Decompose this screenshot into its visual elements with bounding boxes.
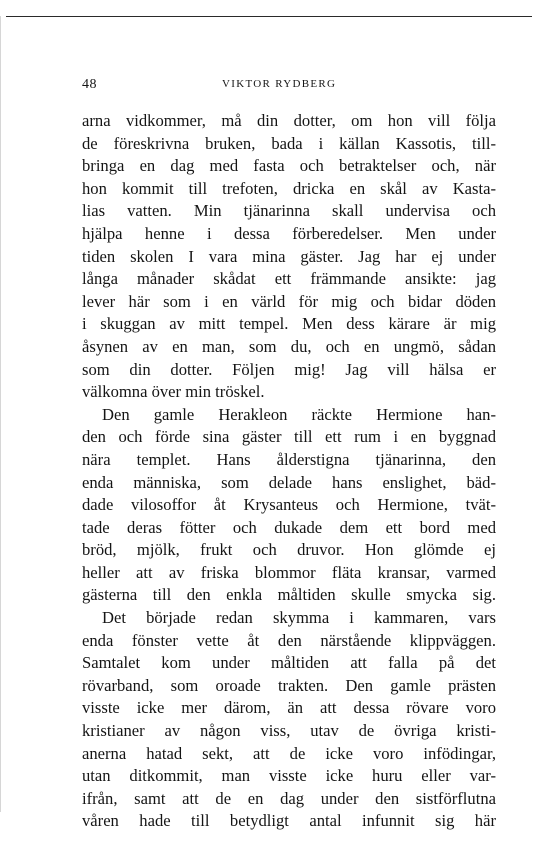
paragraph-start-line: Den gamle Herakleon räckte Hermione han- <box>102 404 496 424</box>
text-line: i skuggan av mitt tempel. Men dess kärare är mig <box>82 314 496 334</box>
text-line: Samtalet kom under måltiden att falla på det <box>82 653 496 673</box>
text-line: våren hade till betydligt antal infunnit sig här <box>82 811 496 831</box>
text-line: ifrån, samt att de en dag under den sistförflutna <box>82 788 496 808</box>
text-line: lever här som i en värld för mig och bidar döden <box>82 291 496 311</box>
text-line: hjälpa henne i dessa förberedelser. Men under <box>82 223 496 243</box>
text-line: nära templet. Hans ålderstigna tjänarinna, den <box>82 449 496 469</box>
text-line: lias vatten. Min tjänarinna skall undervisa och <box>82 201 496 221</box>
text-line: den och förde sina gäster till ett rum i en byggnad <box>82 427 496 447</box>
text-line: bringa en dag med fasta och betraktelser och, när <box>82 156 496 176</box>
text-line: hon kommit till trefoten, dricka en skål av Kasta- <box>82 178 496 198</box>
text-line: tiden skolen I vara mina gäster. Jag har ej under <box>82 246 496 266</box>
text-line: som din dotter. Följen mig! Jag vill hälsa er <box>82 359 496 379</box>
text-line: åsynen av en man, som du, och en ungmö, sådan <box>82 336 496 356</box>
page-header <box>82 77 496 99</box>
paragraph-start-line: Det började redan skymma i kammaren, vars <box>102 608 496 628</box>
text-line: enda människa, som delade hans enslighet, bäd- <box>82 472 496 492</box>
text-line: visste icke mer därom, än att dessa rövare voro <box>82 698 496 718</box>
page-number: 48 <box>82 77 97 92</box>
body-text <box>82 110 496 833</box>
text-line: arna vidkommer, må din dotter, om hon vill följa <box>82 111 496 130</box>
text-line: kristianer av någon viss, utav de övriga kristi- <box>82 721 496 741</box>
text-line: tade deras fötter och dukade dem ett bord med <box>82 517 496 537</box>
text-line: dade vilosoffor åt Krysanteus och Hermione, tvät- <box>82 495 496 515</box>
text-line: anerna hatad sekt, att de icke voro infödingar, <box>82 743 496 763</box>
paragraph-end-line: gästerna till den enkla måltiden skulle smycka sig. <box>82 585 496 605</box>
paragraph-end-line: välkomna över min tröskel. <box>82 382 265 402</box>
text-line: heller att av friska blommor fläta kransar, varmed <box>82 562 496 582</box>
text-line: rövarband, som oroade trakten. Den gamle prästen <box>82 675 496 695</box>
text-line: bröd, mjölk, frukt och druvor. Hon glömde ej <box>82 540 496 560</box>
text-line: de föreskrivna bruken, bada i källan Kassotis, till- <box>82 133 496 153</box>
text-line: utan ditkommit, man visste icke huru eller var- <box>82 766 496 786</box>
top-rule <box>6 16 532 17</box>
page-edge-rule <box>0 16 1 812</box>
text-line: långa månader skådat ett främmande ansikte: jag <box>82 269 496 289</box>
text-line: enda fönster vette åt den närstående klippväggen. <box>82 630 496 650</box>
running-head: VIKTOR RYDBERG <box>222 78 337 90</box>
